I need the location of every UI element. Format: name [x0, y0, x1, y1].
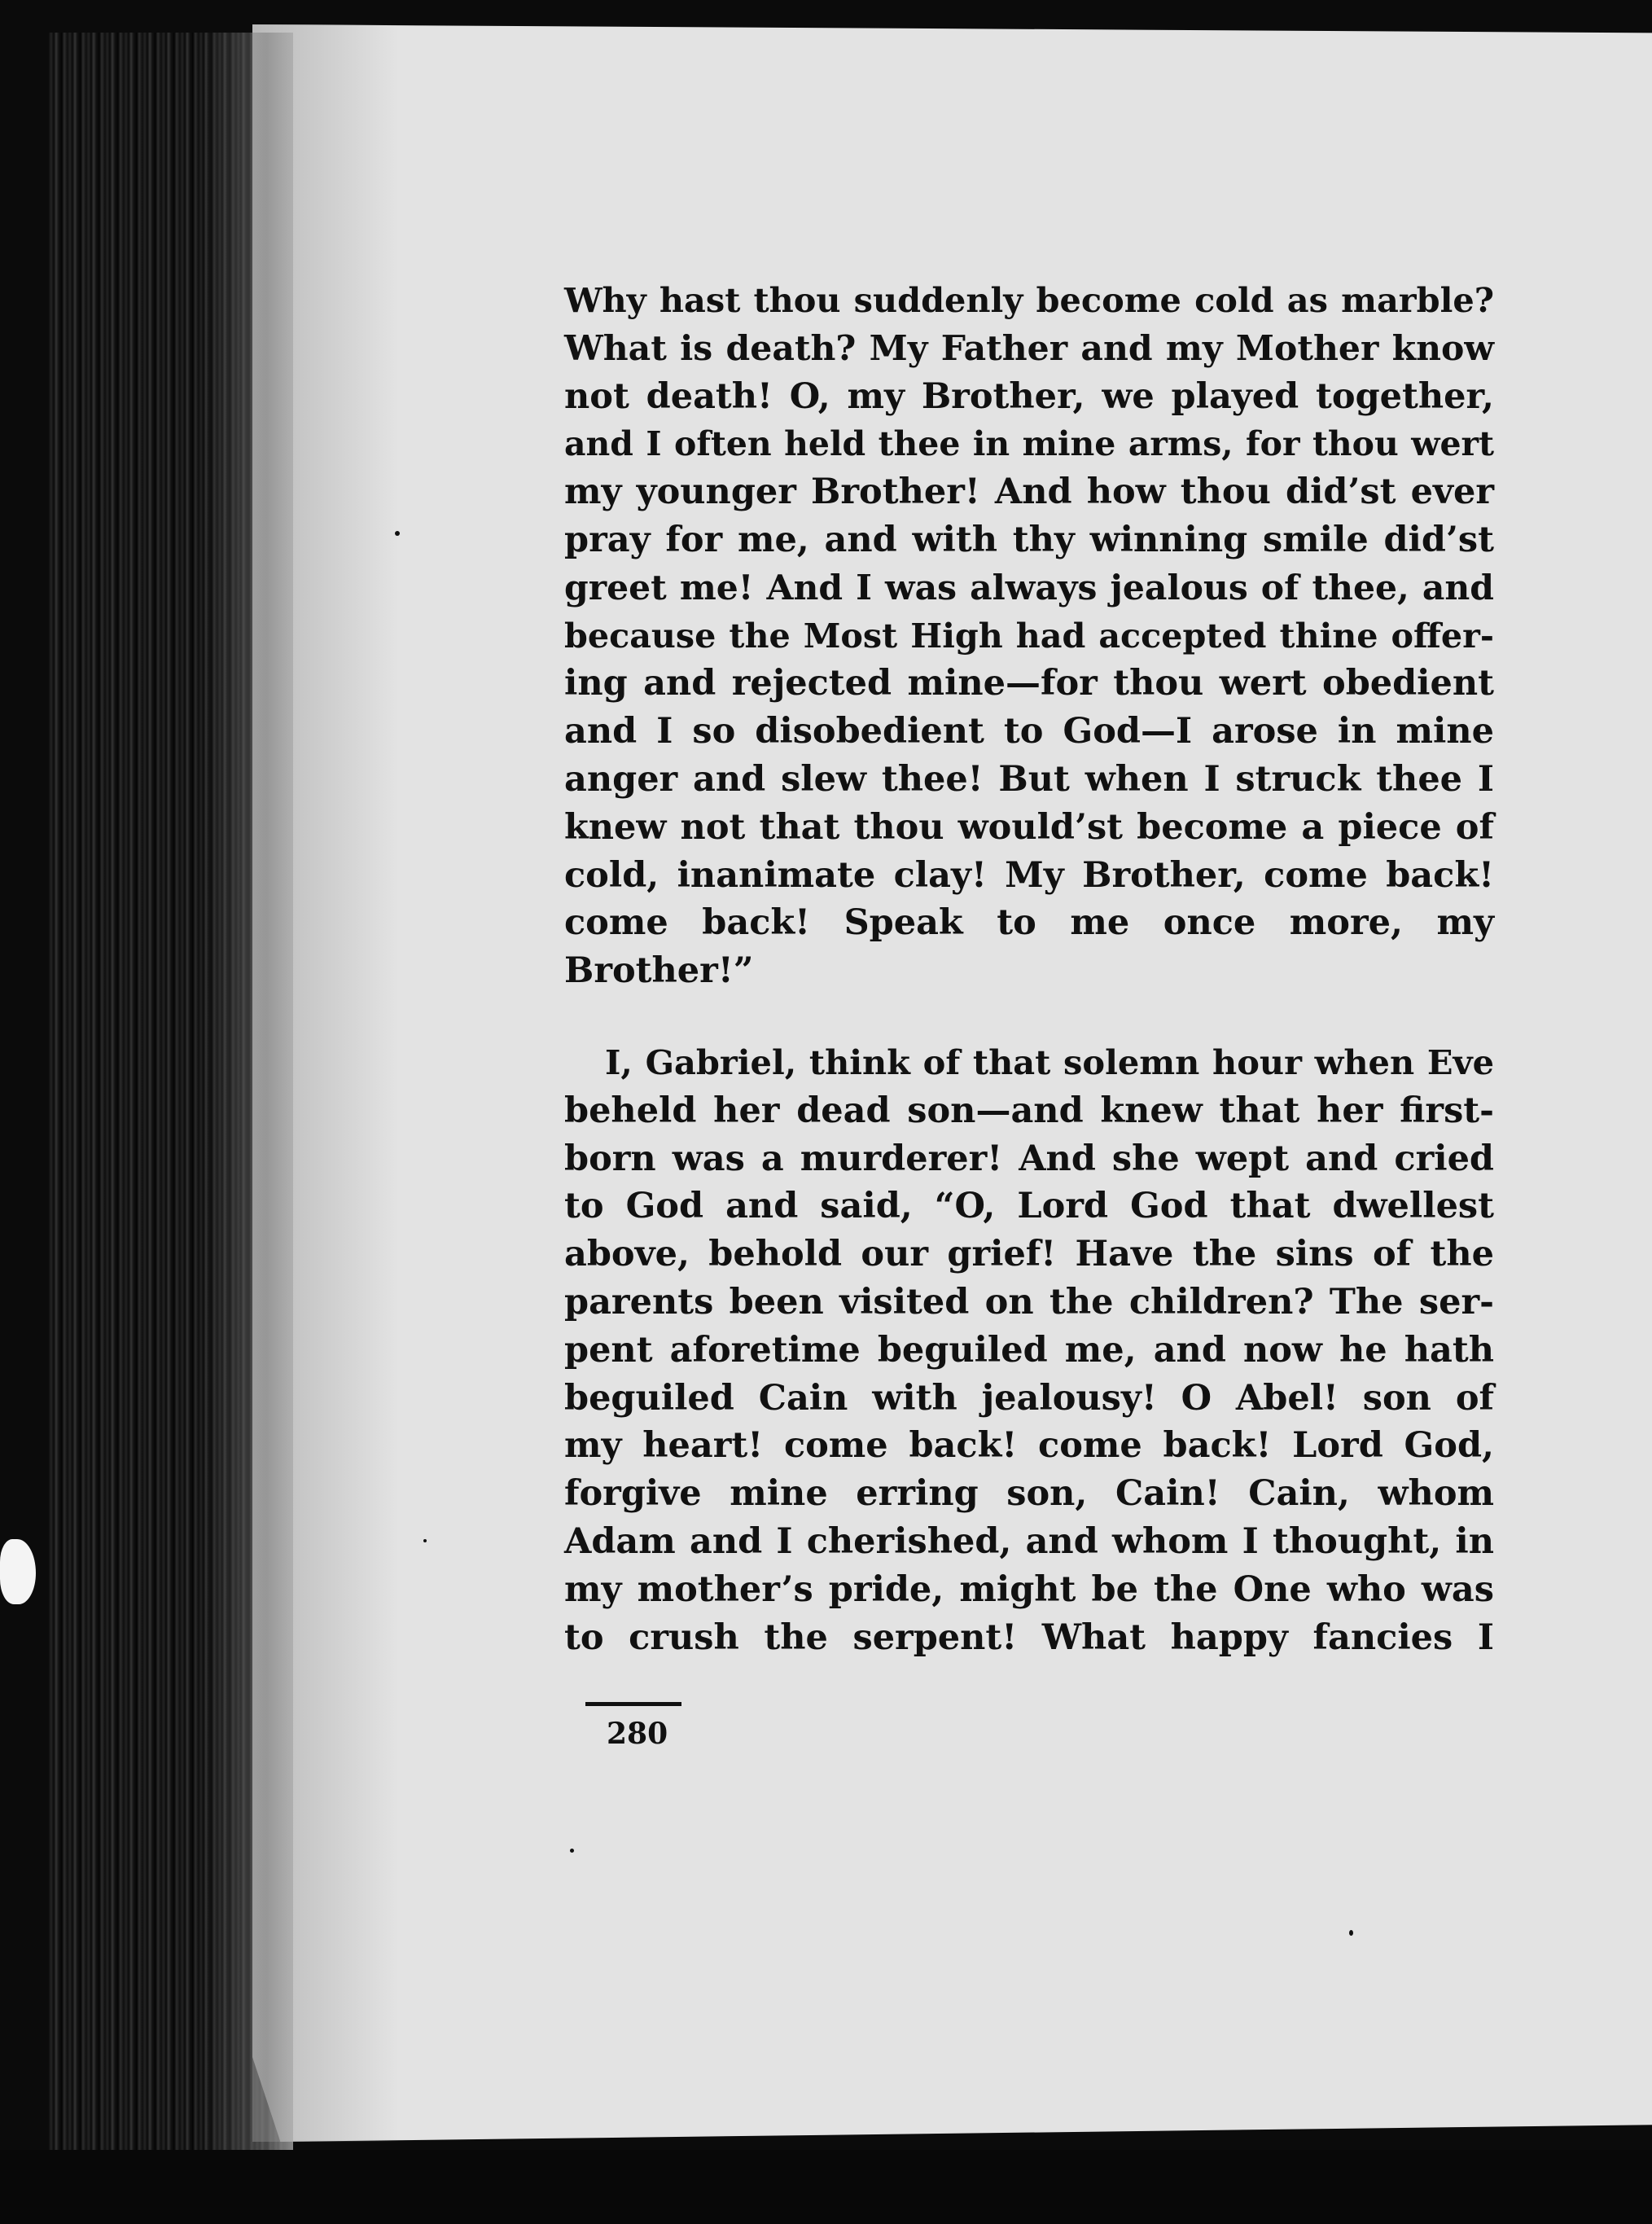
text-line: and I often held thee in mine arms, for thou wert: [564, 424, 1494, 464]
text-line: because the Most High had accepted thine offer-: [564, 615, 1494, 656]
text-line: Brother!”: [564, 950, 754, 992]
scan-speck: [423, 1539, 427, 1542]
text-line: to crush the serpent! What happy fancies I: [564, 1616, 1494, 1658]
text-line: pray for me, and with thy winning smile did’st: [564, 519, 1494, 560]
text-line: cold, inanimate clay! My Brother, come back!: [564, 854, 1494, 896]
text-line: I, Gabriel, think of that solemn hour when Eve: [605, 1042, 1494, 1082]
text-line: beheld her dead son—and knew that her first-: [564, 1090, 1494, 1131]
text-line: born was a murderer! And she wept and cried: [564, 1138, 1494, 1179]
text-line: pent aforetime beguiled me, and now he hath: [564, 1329, 1494, 1371]
text-line: greet me! And I was always jealous of thee, and: [564, 567, 1494, 608]
text-line: beguiled Cain with jealousy! O Abel! son of: [564, 1377, 1494, 1419]
scan-speck: [1349, 1930, 1353, 1936]
paragraph-1: [564, 277, 1494, 995]
text-line: not death! O, my Brother, we played together,: [564, 375, 1494, 417]
text-line: my heart! come back! come back! Lord God,: [564, 1425, 1494, 1467]
text-line: to God and said, “O, Lord God that dwellest: [564, 1186, 1494, 1227]
text-line: anger and slew thee! But when I struck thee I: [564, 758, 1494, 800]
text-line: my mother’s pride, might be the One who was: [564, 1568, 1494, 1610]
body-text: [564, 277, 1494, 1661]
scan-border-bottom: [0, 2150, 1652, 2224]
scan-speck: [395, 531, 400, 536]
text-line: knew not that thou would’st become a piece of: [564, 806, 1494, 848]
text-line: forgive mine erring son, Cain! Cain, whom: [564, 1473, 1494, 1515]
text-line: above, behold our grief! Have the sins of the: [564, 1234, 1494, 1275]
text-line: Why hast thou suddenly become cold as marble?: [564, 280, 1494, 320]
footnote-rule: [585, 1702, 681, 1706]
text-line: come back! Speak to me once more, my: [564, 902, 1494, 944]
page-number: 280: [607, 1717, 668, 1751]
text-line: and I so disobedient to God—I arose in mine: [564, 711, 1494, 752]
text-line: my younger Brother! And how thou did’st ever: [564, 472, 1494, 513]
paragraph-2: [564, 1039, 1494, 1661]
scan-artifact: [0, 1539, 36, 1604]
scan-speck: [570, 1849, 574, 1853]
text-line: parents been visited on the children? The ser-: [564, 1281, 1494, 1323]
text-line: ing and rejected mine—for thou wert obedient: [564, 663, 1494, 704]
text-line: What is death? My Father and my Mother know: [564, 327, 1494, 369]
text-line: Adam and I cherished, and whom I thought, in: [564, 1520, 1494, 1562]
edge-fade: [204, 33, 293, 2182]
